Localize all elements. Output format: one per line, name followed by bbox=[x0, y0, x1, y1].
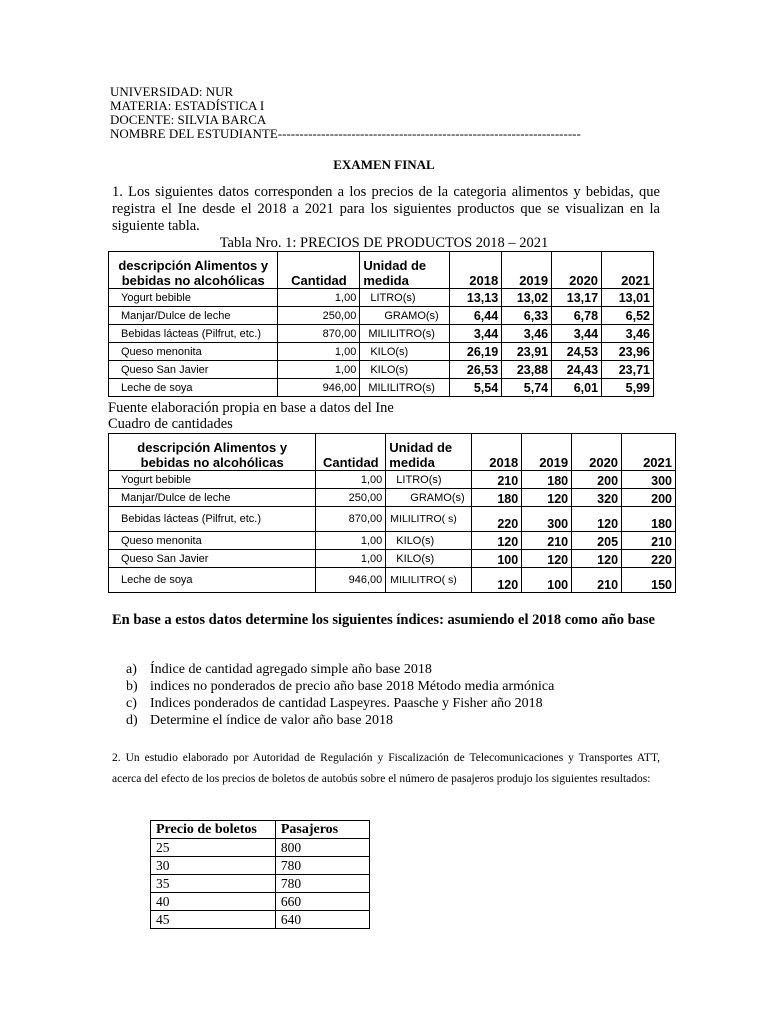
cell-2020: 320 bbox=[572, 489, 622, 507]
cell-desc: Leche de soya bbox=[109, 379, 278, 397]
prices-table-header bbox=[109, 252, 654, 289]
table-row bbox=[151, 839, 370, 857]
prices-table bbox=[108, 251, 654, 397]
cell-precio: 45 bbox=[151, 911, 276, 929]
header-docente: DOCENTE: SILVIA BARCA bbox=[110, 112, 267, 127]
option-label: a) bbox=[126, 662, 137, 677]
option-label: c) bbox=[126, 696, 137, 711]
cell-2019: 3,46 bbox=[502, 325, 552, 343]
tickets-table bbox=[150, 820, 370, 929]
table-row bbox=[109, 307, 654, 325]
cell-precio: 30 bbox=[151, 857, 276, 875]
cell-2021: 200 bbox=[622, 489, 676, 507]
table-row bbox=[151, 875, 370, 893]
q2-intro: 2. Un estudio elaborado por Autoridad de Regulación y Fiscalización de Telecomunicaciones y Transportes ATT, acerca del efecto de los precios de boletos de autobús sobre el número de pasajeros produjo los siguientes resultados: bbox=[112, 752, 660, 785]
cell-cantidad: 1,00 bbox=[278, 361, 360, 379]
col-2020: 2020 bbox=[572, 434, 622, 471]
cell-2021: 23,96 bbox=[602, 343, 654, 361]
cell-cantidad: 1,00 bbox=[316, 550, 386, 568]
col-descripcion: descripción Alimentos y bebidas no alcohólicas bbox=[109, 252, 278, 289]
cell-2019: 120 bbox=[522, 550, 572, 568]
cell-2018: 3,44 bbox=[450, 325, 502, 343]
cell-unidad: KILO(s) bbox=[360, 361, 450, 379]
table-row bbox=[109, 343, 654, 361]
cell-unidad: MILILITRO( s) bbox=[386, 507, 472, 532]
cell-2018: 220 bbox=[472, 507, 522, 532]
cell-2020: 6,01 bbox=[552, 379, 602, 397]
cell-2019: 5,74 bbox=[502, 379, 552, 397]
cell-2019: 100 bbox=[522, 568, 572, 593]
cell-2018: 180 bbox=[472, 489, 522, 507]
cell-2018: 6,44 bbox=[450, 307, 502, 325]
col-2018: 2018 bbox=[450, 252, 502, 289]
table-row bbox=[109, 289, 654, 307]
list-item bbox=[126, 695, 554, 712]
cell-unidad: LITRO(s) bbox=[360, 289, 450, 307]
option-text: Indices ponderados de cantidad Laspeyres. Paasche y Fisher año 2018 bbox=[150, 696, 543, 711]
col-unidad: Unidad de medida bbox=[386, 434, 472, 471]
cell-2019: 23,88 bbox=[502, 361, 552, 379]
cell-2018: 100 bbox=[472, 550, 522, 568]
cell-precio: 25 bbox=[151, 839, 276, 857]
cell-2021: 3,46 bbox=[602, 325, 654, 343]
table1-caption: Tabla Nro. 1: PRECIOS DE PRODUCTOS 2018 – 2021 bbox=[219, 235, 549, 251]
cell-2018: 26,53 bbox=[450, 361, 502, 379]
table-row bbox=[109, 532, 676, 550]
option-label: d) bbox=[126, 713, 138, 728]
table-row bbox=[109, 471, 676, 489]
q1-intro: 1. Los siguientes datos corresponden a los precios de la categoria alimentos y bebidas, que registra el Ine desde el 2018 a 2021 para los siguientes productos que se visualizan en la siguiente tabla. bbox=[112, 184, 660, 234]
q1-options-list bbox=[126, 661, 554, 729]
cell-cantidad: 1,00 bbox=[278, 343, 360, 361]
cell-desc: Queso menonita bbox=[109, 532, 316, 550]
table-row bbox=[109, 361, 654, 379]
cell-2020: 13,17 bbox=[552, 289, 602, 307]
header-universidad: UNIVERSIDAD: NUR bbox=[110, 84, 234, 99]
cell-cantidad: 946,00 bbox=[278, 379, 360, 397]
quantities-table bbox=[108, 433, 676, 593]
cell-cantidad: 870,00 bbox=[316, 507, 386, 532]
cell-desc: Manjar/Dulce de leche bbox=[109, 489, 316, 507]
cell-2021: 150 bbox=[622, 568, 676, 593]
cell-2020: 120 bbox=[572, 507, 622, 532]
exam-title: EXAMEN FINAL bbox=[333, 157, 435, 172]
cell-2020: 120 bbox=[572, 550, 622, 568]
col-pasajeros: Pasajeros bbox=[275, 821, 369, 839]
cell-2020: 3,44 bbox=[552, 325, 602, 343]
table-row bbox=[109, 568, 676, 593]
cell-pasajeros: 800 bbox=[275, 839, 369, 857]
table-row bbox=[109, 489, 676, 507]
cell-desc: Queso San Javier bbox=[109, 550, 316, 568]
cell-pasajeros: 660 bbox=[275, 893, 369, 911]
cell-precio: 35 bbox=[151, 875, 276, 893]
cell-2021: 300 bbox=[622, 471, 676, 489]
cell-2020: 24,53 bbox=[552, 343, 602, 361]
header-materia: MATERIA: ESTADÍSTICA I bbox=[110, 98, 265, 113]
table-row bbox=[109, 325, 654, 343]
cell-unidad: KILO(s) bbox=[360, 343, 450, 361]
col-2020: 2020 bbox=[552, 252, 602, 289]
cell-unidad: MILILITRO(s) bbox=[360, 379, 450, 397]
col-cantidad: Cantidad bbox=[316, 434, 386, 471]
cell-2018: 120 bbox=[472, 532, 522, 550]
cell-2021: 5,99 bbox=[602, 379, 654, 397]
cell-2019: 300 bbox=[522, 507, 572, 532]
q1-instruction: En base a estos datos determine los siguientes índices: asumiendo el 2018 como año base bbox=[112, 612, 655, 628]
col-2019: 2019 bbox=[522, 434, 572, 471]
table-row bbox=[151, 857, 370, 875]
cell-2020: 6,78 bbox=[552, 307, 602, 325]
cell-2019: 210 bbox=[522, 532, 572, 550]
cell-unidad: LITRO(s) bbox=[386, 471, 472, 489]
cell-cantidad: 250,00 bbox=[316, 489, 386, 507]
tickets-table-header bbox=[151, 821, 370, 839]
list-item bbox=[126, 661, 554, 678]
cell-desc: Queso menonita bbox=[109, 343, 278, 361]
cell-unidad: MILILITRO(s) bbox=[360, 325, 450, 343]
col-precio: Precio de boletos bbox=[151, 821, 276, 839]
cell-precio: 40 bbox=[151, 893, 276, 911]
cell-2019: 23,91 bbox=[502, 343, 552, 361]
col-descripcion: descripción Alimentos y bebidas no alcohólicas bbox=[109, 434, 316, 471]
list-item bbox=[126, 712, 554, 729]
cell-2021: 23,71 bbox=[602, 361, 654, 379]
cell-desc: Manjar/Dulce de leche bbox=[109, 307, 278, 325]
col-2019: 2019 bbox=[502, 252, 552, 289]
cell-desc: Bebidas lácteas (Pilfrut, etc.) bbox=[109, 507, 316, 532]
table2-caption: Cuadro de cantidades bbox=[108, 416, 233, 432]
cell-2018: 210 bbox=[472, 471, 522, 489]
cell-unidad: KILO(s) bbox=[386, 550, 472, 568]
cell-cantidad: 946,00 bbox=[316, 568, 386, 593]
cell-unidad: GRAMO(s) bbox=[360, 307, 450, 325]
col-2018: 2018 bbox=[472, 434, 522, 471]
cell-desc: Queso San Javier bbox=[109, 361, 278, 379]
cell-2021: 13,01 bbox=[602, 289, 654, 307]
list-item bbox=[126, 678, 554, 695]
option-text: indices no ponderados de precio año base 2018 Método media armónica bbox=[150, 679, 555, 694]
table-row bbox=[109, 550, 676, 568]
option-text: Índice de cantidad agregado simple año base 2018 bbox=[150, 662, 432, 677]
table-row bbox=[151, 893, 370, 911]
quantities-table-header bbox=[109, 434, 676, 471]
cell-unidad: KILO(s) bbox=[386, 532, 472, 550]
cell-2020: 200 bbox=[572, 471, 622, 489]
cell-2018: 26,19 bbox=[450, 343, 502, 361]
cell-2020: 205 bbox=[572, 532, 622, 550]
cell-desc: Yogurt bebible bbox=[109, 471, 316, 489]
cell-pasajeros: 780 bbox=[275, 875, 369, 893]
cell-pasajeros: 780 bbox=[275, 857, 369, 875]
cell-2020: 210 bbox=[572, 568, 622, 593]
cell-2021: 220 bbox=[622, 550, 676, 568]
cell-unidad: GRAMO(s) bbox=[386, 489, 472, 507]
cell-2021: 6,52 bbox=[602, 307, 654, 325]
table1-source: Fuente elaboración propia en base a datos del Ine bbox=[108, 400, 394, 416]
cell-2019: 180 bbox=[522, 471, 572, 489]
cell-desc: Leche de soya bbox=[109, 568, 316, 593]
cell-desc: Bebidas lácteas (Pilfrut, etc.) bbox=[109, 325, 278, 343]
col-cantidad: Cantidad bbox=[278, 252, 360, 289]
cell-2019: 6,33 bbox=[502, 307, 552, 325]
cell-2019: 13,02 bbox=[502, 289, 552, 307]
table-row bbox=[109, 379, 654, 397]
cell-2018: 13,13 bbox=[450, 289, 502, 307]
col-unidad: Unidad de medida bbox=[360, 252, 450, 289]
cell-2019: 120 bbox=[522, 489, 572, 507]
cell-cantidad: 1,00 bbox=[316, 532, 386, 550]
option-label: b) bbox=[126, 679, 138, 694]
table-row bbox=[109, 507, 676, 532]
cell-cantidad: 870,00 bbox=[278, 325, 360, 343]
cell-cantidad: 1,00 bbox=[278, 289, 360, 307]
cell-unidad: MILILITRO( s) bbox=[386, 568, 472, 593]
cell-2020: 24,43 bbox=[552, 361, 602, 379]
cell-pasajeros: 640 bbox=[275, 911, 369, 929]
header-estudiante: NOMBRE DEL ESTUDIANTE---------------------------------------------------------------------- bbox=[110, 126, 581, 141]
cell-2021: 210 bbox=[622, 532, 676, 550]
option-text: Determine el índice de valor año base 2018 bbox=[150, 713, 393, 728]
col-2021: 2021 bbox=[602, 252, 654, 289]
cell-cantidad: 250,00 bbox=[278, 307, 360, 325]
table-row bbox=[151, 911, 370, 929]
cell-2018: 5,54 bbox=[450, 379, 502, 397]
cell-2018: 120 bbox=[472, 568, 522, 593]
cell-desc: Yogurt bebible bbox=[109, 289, 278, 307]
cell-cantidad: 1,00 bbox=[316, 471, 386, 489]
col-2021: 2021 bbox=[622, 434, 676, 471]
cell-2021: 180 bbox=[622, 507, 676, 532]
